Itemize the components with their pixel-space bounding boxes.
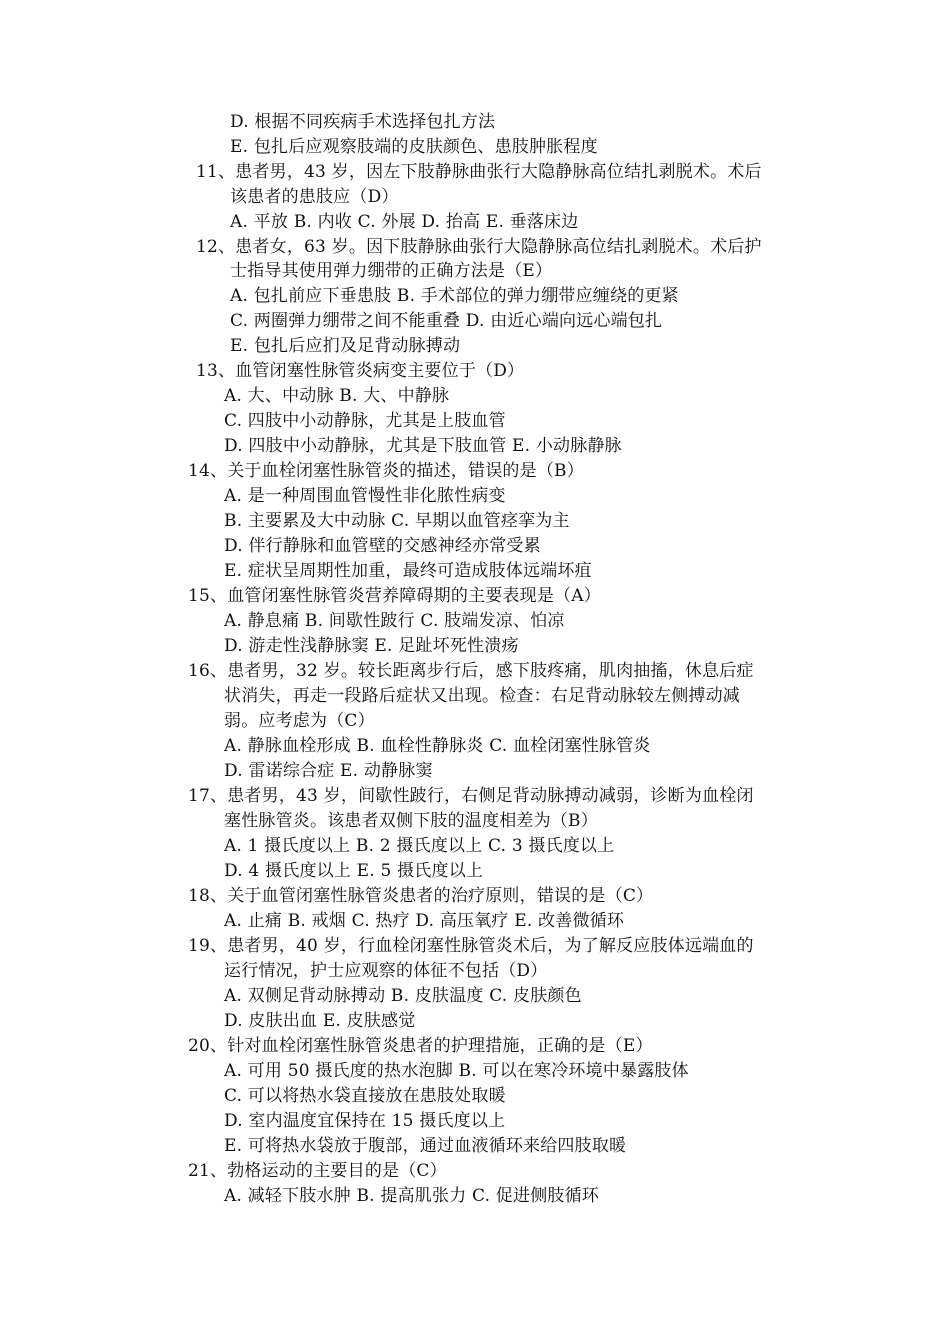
question-line: 21、勃格运动的主要目的是（C） xyxy=(188,1161,447,1181)
question-line: 塞性脉管炎。该患者双侧下肢的温度相差为（B） xyxy=(224,811,598,831)
option-line: D. 雷诺综合症 E. 动静脉窦 xyxy=(224,761,433,781)
question-line: 15、血管闭塞性脉管炎营养障碍期的主要表现是（A） xyxy=(188,586,601,606)
option-line: A. 大、中动脉 B. 大、中静脉 xyxy=(224,386,450,406)
option-line: C. 可以将热水袋直接放在患肢处取暖 xyxy=(224,1086,506,1106)
question-line: 16、患者男，32 岁。较长距离步行后，感下肢疼痛，肌肉抽搐，休息后症 xyxy=(188,661,754,681)
question-line: 11、患者男，43 岁，因左下肢静脉曲张行大隐静脉高位结扎剥脱术。术后 xyxy=(196,162,762,182)
option-line: A. 平放 B. 内收 C. 外展 D. 抬高 E. 垂落床边 xyxy=(230,212,579,232)
option-line: C. 两圈弹力绷带之间不能重叠 D. 由近心端向远心端包扎 xyxy=(230,311,663,331)
option-line: D. 皮肤出血 E. 皮肤感觉 xyxy=(224,1011,416,1031)
option-line: A. 可用 50 摄氏度的热水泡脚 B. 可以在寒冷环境中暴露肢体 xyxy=(224,1061,689,1081)
option-line: E. 包扎后应观察肢端的皮肤颜色、患肢肿胀程度 xyxy=(230,137,598,157)
question-line: 运行情况，护士应观察的体征不包括（D） xyxy=(224,961,548,981)
option-line: A. 静脉血栓形成 B. 血栓性静脉炎 C. 血栓闭塞性脉管炎 xyxy=(224,736,651,756)
question-line: 18、关于血管闭塞性脉管炎患者的治疗原则，错误的是（C） xyxy=(188,886,654,906)
option-line: D. 4 摄氏度以上 E. 5 摄氏度以上 xyxy=(224,861,484,881)
question-line: 17、患者男，43 岁，间歇性跛行，右侧足背动脉搏动减弱，诊断为血栓闭 xyxy=(188,786,754,806)
option-line: A. 包扎前应下垂患肢 B. 手术部位的弹力绷带应缠绕的更紧 xyxy=(230,286,679,306)
option-line: D. 游走性浅静脉窦 E. 足趾坏死性溃疡 xyxy=(224,636,519,656)
question-line: 14、关于血栓闭塞性脉管炎的描述，错误的是（B） xyxy=(188,461,584,481)
option-line: D. 室内温度宜保持在 15 摄氏度以上 xyxy=(224,1111,506,1131)
option-line: A. 1 摄氏度以上 B. 2 摄氏度以上 C. 3 摄氏度以上 xyxy=(224,836,615,856)
option-line: E. 包扎后应扪及足背动脉搏动 xyxy=(230,336,461,356)
option-line: A. 静息痛 B. 间歇性跛行 C. 肢端发凉、怕凉 xyxy=(224,611,565,631)
option-line: D. 伴行静脉和血管壁的交感神经亦常受累 xyxy=(224,536,541,556)
option-line: A. 止痛 B. 戒烟 C. 热疗 D. 高压氧疗 E. 改善微循环 xyxy=(224,911,625,931)
option-line: D. 四肢中小动静脉，尤其是下肢血管 E. 小动脉静脉 xyxy=(224,436,622,456)
question-line: 19、患者男，40 岁，行血栓闭塞性脉管炎术后，为了解反应肢体远端血的 xyxy=(188,936,754,956)
option-line: E. 症状呈周期性加重，最终可造成肢体远端坏疽 xyxy=(224,561,592,581)
question-line: 13、血管闭塞性脉管炎病变主要位于（D） xyxy=(196,361,525,381)
question-line: 该患者的患肢应（D） xyxy=(230,187,399,207)
option-line: A. 是一种周围血管慢性非化脓性病变 xyxy=(224,486,506,506)
option-line: D. 根据不同疾病手术选择包扎方法 xyxy=(230,112,496,132)
option-line: C. 四肢中小动静脉，尤其是上肢血管 xyxy=(224,411,506,431)
question-line: 弱。应考虑为（C） xyxy=(224,711,375,731)
option-line: B. 主要累及大中动脉 C. 早期以血管痉挛为主 xyxy=(224,511,570,531)
question-line: 20、针对血栓闭塞性脉管炎患者的护理措施，正确的是（E） xyxy=(188,1036,653,1056)
option-line: A. 减轻下肢水肿 B. 提高肌张力 C. 促进侧肢循环 xyxy=(224,1186,600,1206)
question-line: 状消失，再走一段路后症状又出现。检查：右足背动脉较左侧搏动减 xyxy=(224,686,740,706)
option-line: A. 双侧足背动脉搏动 B. 皮肤温度 C. 皮肤颜色 xyxy=(224,986,582,1006)
question-line: 12、患者女，63 岁。因下肢静脉曲张行大隐静脉高位结扎剥脱术。术后护 xyxy=(196,237,762,257)
question-line: 士指导其使用弹力绷带的正确方法是（E） xyxy=(230,261,553,281)
option-line: E. 可将热水袋放于腹部，通过血液循环来给四肢取暖 xyxy=(224,1136,627,1156)
